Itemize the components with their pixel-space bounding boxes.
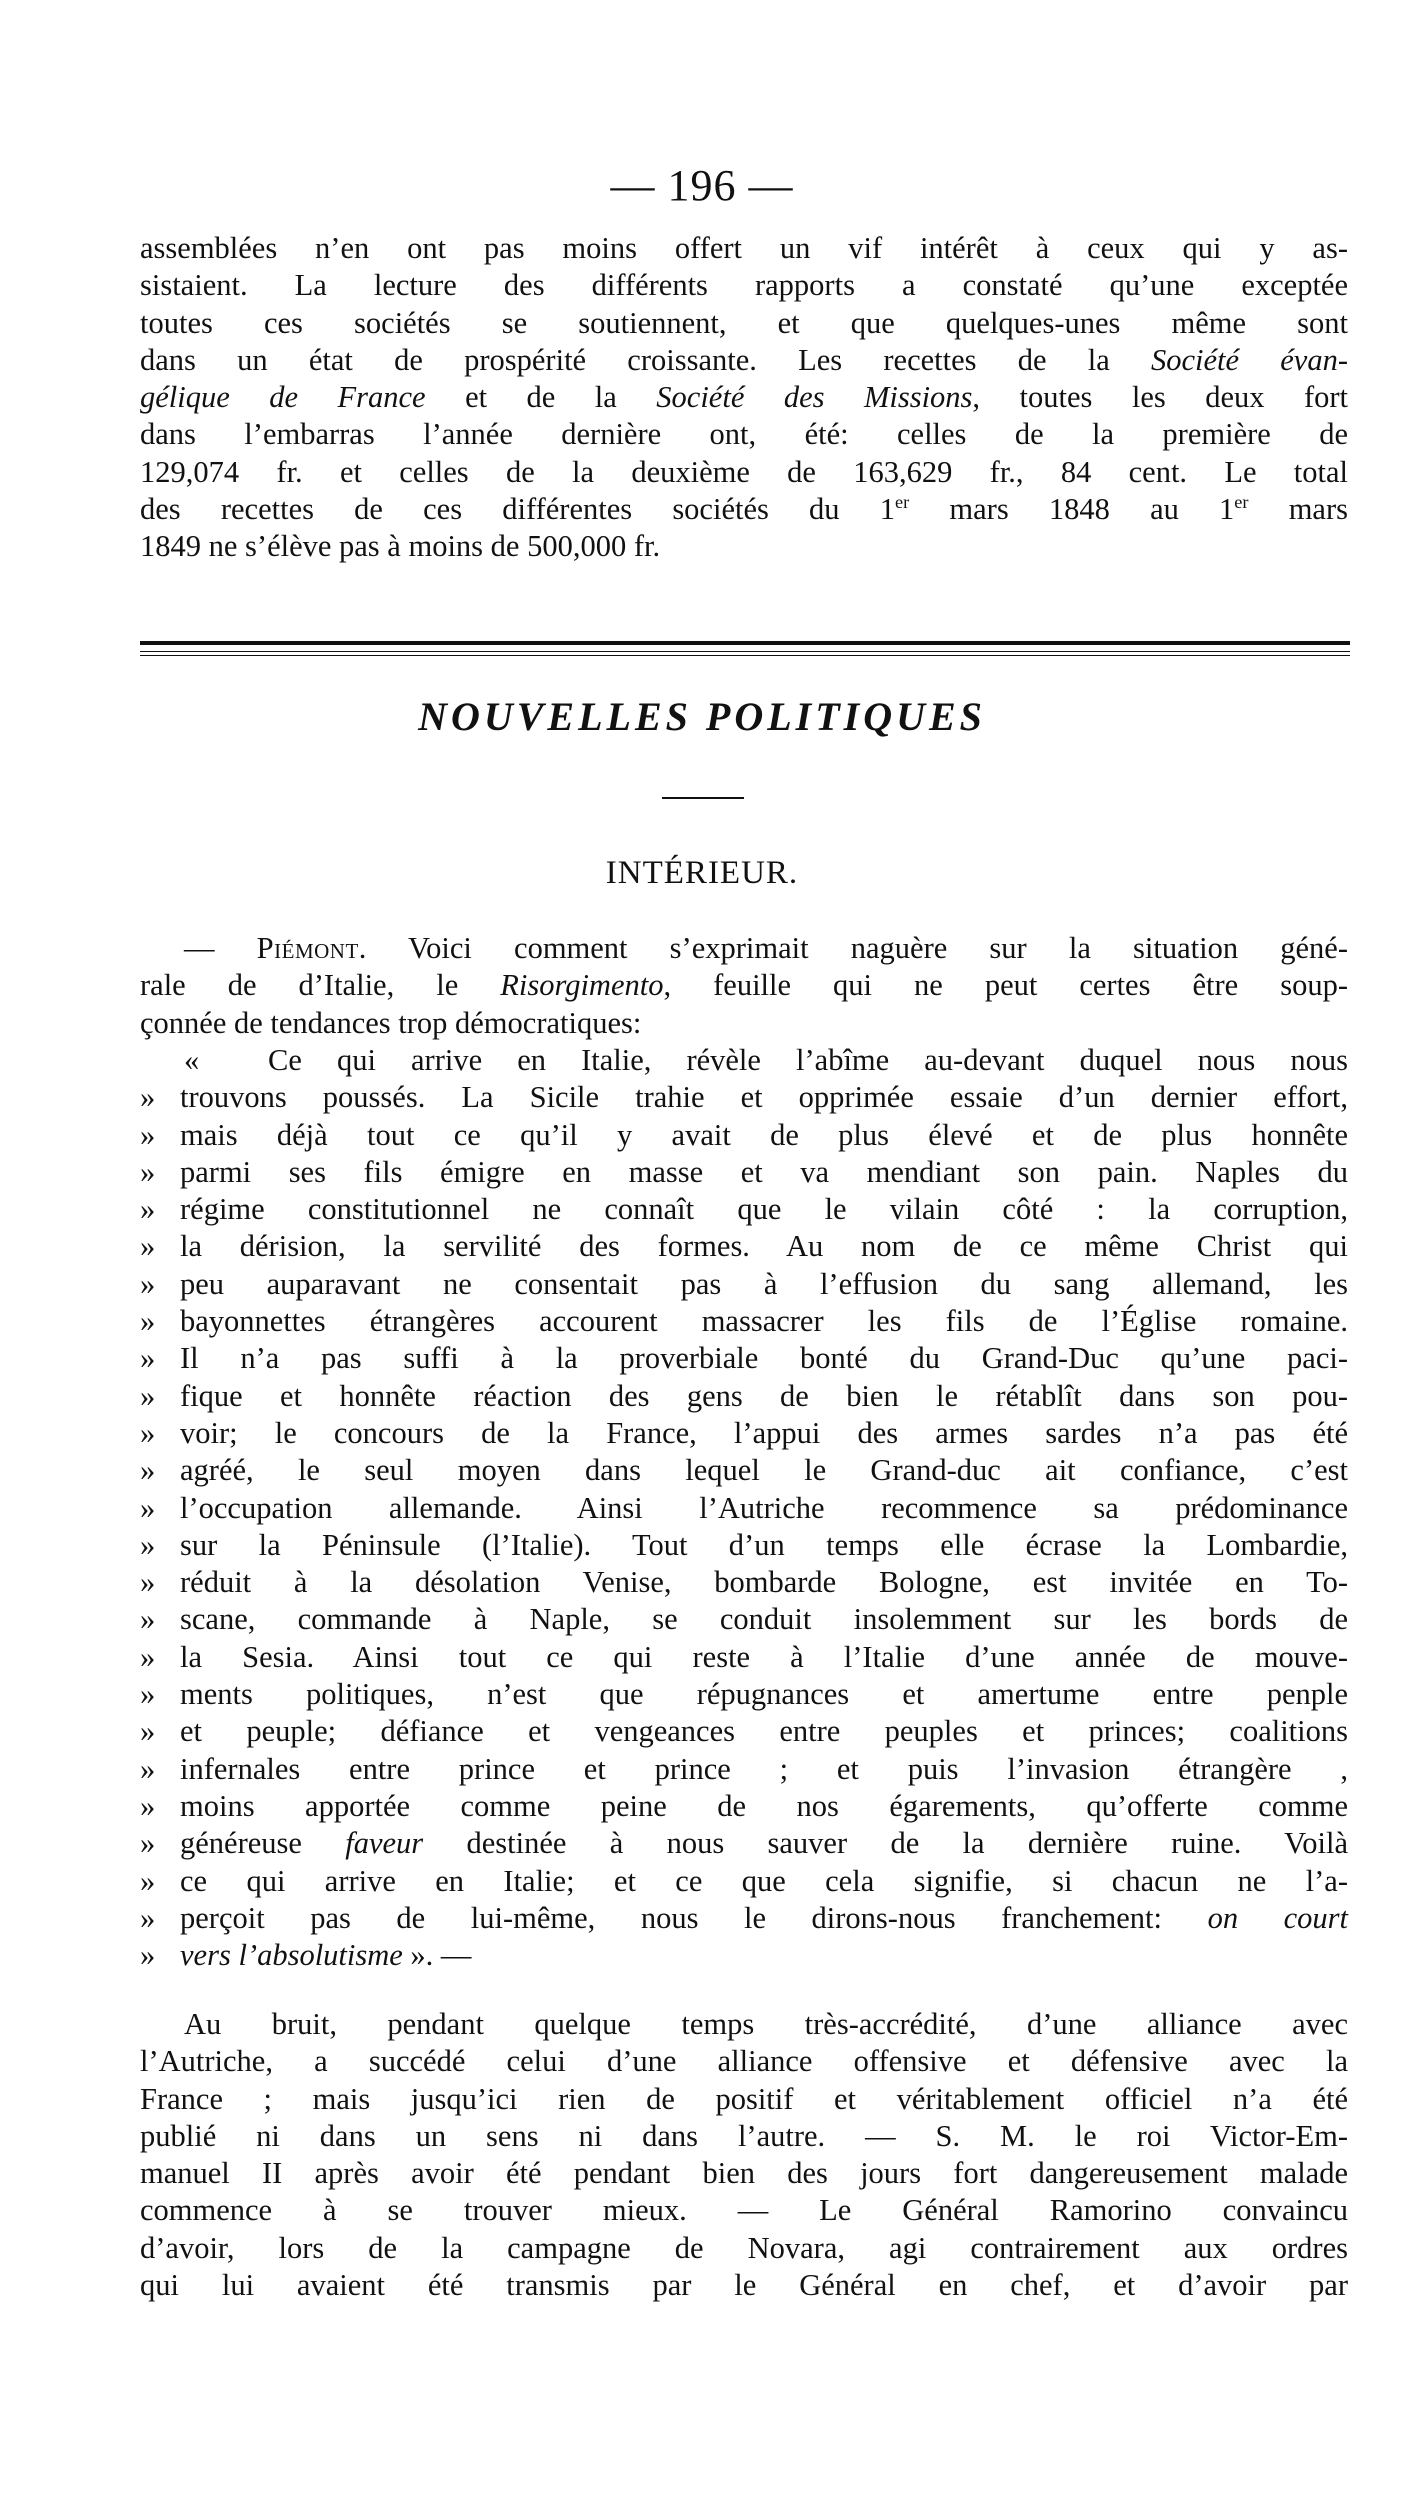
text-run: gélique de France bbox=[140, 380, 426, 415]
text-run: on court bbox=[1207, 1900, 1348, 1935]
text-line bbox=[140, 379, 1348, 416]
quote-text bbox=[180, 1900, 1348, 1937]
quote-line bbox=[140, 1079, 1348, 1116]
quote-text bbox=[180, 1751, 1348, 1788]
quote-mark: » bbox=[140, 1900, 156, 1935]
quote-line bbox=[140, 1303, 1348, 1340]
quote-text bbox=[180, 1191, 1348, 1228]
text-run: Ce qui arrive en Italie, révèle l’abîme au-devant duquel nous nous bbox=[268, 1043, 1348, 1077]
quote-mark: » bbox=[140, 1192, 156, 1227]
text-run: Piémont bbox=[256, 931, 359, 965]
text-run: Société des Missions bbox=[656, 380, 973, 415]
text-run: Société évan- bbox=[1150, 342, 1349, 377]
quote-text bbox=[180, 1452, 1348, 1489]
quote-mark: » bbox=[140, 1154, 156, 1189]
quote-line bbox=[140, 1937, 1348, 1974]
quote-mark: » bbox=[140, 1788, 156, 1823]
page-number: — 196 — bbox=[610, 161, 794, 210]
quote-line bbox=[140, 1415, 1348, 1452]
text-run: , toutes les deux fort bbox=[972, 380, 1348, 415]
quote-line bbox=[140, 1564, 1348, 1601]
quote-mark: » bbox=[140, 1677, 156, 1712]
text-run: la Sesia. Ainsi tout ce qui reste à l’Italie d’une année de mouve- bbox=[180, 1639, 1348, 1674]
quote-text bbox=[180, 1266, 1348, 1303]
text-run: ». — bbox=[402, 1938, 472, 1973]
section-divider-double bbox=[140, 651, 1350, 656]
text-line bbox=[140, 1005, 1348, 1042]
text-run: commence à se trouver mieux. — Le Général Ramorino convaincu bbox=[140, 2193, 1348, 2228]
quote-line bbox=[140, 1713, 1348, 1750]
text-line bbox=[140, 2192, 1348, 2229]
text-run: ce qui arrive en Italie; et ce que cela signifie, si chacun ne l’a- bbox=[180, 1863, 1348, 1898]
text-run: mais déjà tout ce qu’il y avait de plus élevé et de plus honnête bbox=[180, 1117, 1348, 1152]
text-line bbox=[140, 342, 1348, 379]
text-run: perçoit pas de lui-même, nous le dirons-nous franchement: bbox=[180, 1900, 1208, 1935]
text-run: Risorgimento bbox=[500, 968, 664, 1003]
quote-mark: « bbox=[184, 1043, 200, 1077]
text-run: la dérision, la servilité des formes. Au nom de ce même Christ qui bbox=[180, 1229, 1348, 1264]
quote-text bbox=[180, 1937, 1348, 1974]
text-line bbox=[140, 491, 1348, 528]
text-run: 1849 ne s’élève pas à moins de 500,000 fr. bbox=[140, 529, 661, 564]
text-line bbox=[140, 416, 1348, 453]
quote-line bbox=[140, 1490, 1348, 1527]
quote-line bbox=[140, 1825, 1348, 1862]
quote-mark: » bbox=[140, 1229, 156, 1264]
text-run: peu auparavant ne consentait pas à l’effusion du sang allemand, les bbox=[180, 1266, 1348, 1301]
quote-text bbox=[180, 1378, 1348, 1415]
quote-mark: » bbox=[140, 1527, 156, 1562]
text-run: moins apportée comme peine de nos égarements, qu’offerte comme bbox=[180, 1788, 1348, 1823]
quote-line bbox=[140, 1154, 1348, 1191]
text-run: voir; le concours de la France, l’appui des armes sardes n’a pas été bbox=[180, 1415, 1348, 1450]
text-run: l’Autriche, a succédé celui d’une alliance offensive et défensive avec la bbox=[140, 2044, 1348, 2079]
text-run: faveur bbox=[345, 1826, 424, 1861]
text-run: mars 1848 au 1 bbox=[909, 492, 1235, 527]
text-run: er bbox=[895, 491, 910, 512]
quote-mark: » bbox=[140, 1714, 156, 1749]
text-run: scane, commande à Naple, se conduit insolemment sur les bords de bbox=[180, 1602, 1348, 1637]
quote-mark: » bbox=[140, 1490, 156, 1525]
quote-text bbox=[180, 1825, 1348, 1862]
heading-dash bbox=[662, 797, 744, 799]
quote-mark: » bbox=[140, 1639, 156, 1674]
quote-line bbox=[140, 1527, 1348, 1564]
quote-mark: » bbox=[140, 1453, 156, 1488]
text-run: fique et honnête réaction des gens de bien le rétablît dans son pou- bbox=[180, 1378, 1348, 1413]
quote-mark: » bbox=[140, 1304, 156, 1339]
text-run: publié ni dans un sens ni dans l’autre. — S. M. le roi Victor-Em- bbox=[140, 2118, 1348, 2153]
quote-text bbox=[180, 1863, 1348, 1900]
text-run: Au bruit, pendant quelque temps très-accrédité, d’une alliance avec bbox=[184, 2007, 1348, 2041]
quote-line bbox=[140, 1601, 1348, 1638]
quote-line bbox=[140, 1228, 1348, 1265]
quote-text bbox=[180, 1079, 1348, 1116]
text-run: Il n’a pas suffi à la proverbiale bonté du Grand-Duc qu’une paci- bbox=[180, 1341, 1348, 1376]
text-run: France ; mais jusqu’ici rien de positif et véritablement officiel n’a été bbox=[140, 2081, 1348, 2116]
text-run: , feuille qui ne peut certes être soup- bbox=[663, 968, 1348, 1003]
text-run: d’avoir, lors de la campagne de Novara, agi contrairement aux ordres bbox=[140, 2230, 1348, 2265]
text-run: assemblées n’en ont pas moins offert un vif intérêt à ceux qui y as- bbox=[140, 231, 1348, 265]
text-line bbox=[140, 2118, 1348, 2155]
text-line bbox=[140, 967, 1348, 1004]
subsection-title: INTÉRIEUR. bbox=[605, 855, 799, 891]
text-run: rale de d’Italie, le bbox=[140, 968, 501, 1003]
text-run: bayonnettes étrangères accourent massacrer les fils de l’Église romaine. bbox=[180, 1304, 1348, 1339]
text-run: ments politiques, n’est que répugnances et amertume entre penple bbox=[180, 1677, 1348, 1712]
text-run: sur la Péninsule (l’Italie). Tout d’un temps elle écrase la Lombardie, bbox=[180, 1527, 1348, 1562]
quote-text bbox=[180, 1676, 1348, 1713]
text-run: trouvons poussés. La Sicile trahie et opprimée essaie d’un dernier effort, bbox=[180, 1080, 1348, 1115]
quote-line bbox=[140, 1639, 1348, 1676]
text-run: 129,074 fr. et celles de la deuxième de 163,629 fr., 84 cent. Le total bbox=[140, 454, 1348, 489]
text-run: dans l’embarras l’année dernière ont, été: celles de la première de bbox=[140, 417, 1348, 452]
text-run: vers l’absolutisme bbox=[180, 1938, 403, 1973]
quote-text bbox=[180, 1340, 1348, 1377]
quote-text bbox=[180, 1154, 1348, 1191]
quote-line bbox=[140, 1378, 1348, 1415]
text-line bbox=[140, 230, 1348, 267]
quote-mark: » bbox=[140, 1080, 156, 1115]
text-run: çonnée de tendances trop démocratiques: bbox=[140, 1005, 642, 1040]
text-run: dans un état de prospérité croissante. Les recettes de la bbox=[140, 342, 1151, 377]
text-line bbox=[140, 930, 1348, 967]
closing-paragraph bbox=[140, 2006, 1348, 2304]
text-line bbox=[140, 2043, 1348, 2080]
text-run: réduit à la désolation Venise, bombarde Bologne, est invitée en To- bbox=[180, 1565, 1348, 1600]
text-run: généreuse bbox=[180, 1826, 346, 1861]
quote-text bbox=[180, 1564, 1348, 1601]
text-run: des recettes de ces différentes sociétés du 1 bbox=[140, 492, 895, 527]
text-run: destinée à nous sauver de la dernière ruine. Voilà bbox=[423, 1826, 1348, 1861]
quote-text bbox=[180, 1527, 1348, 1564]
text-run: parmi ses fils émigre en masse et va mendiant son pain. Naples du bbox=[180, 1154, 1348, 1189]
section-divider-heavy bbox=[140, 641, 1350, 645]
text-run: et de la bbox=[425, 380, 657, 415]
text-run: infernales entre prince et prince ; et puis l’invasion étrangère , bbox=[180, 1751, 1348, 1786]
quote-mark: » bbox=[140, 1341, 156, 1376]
quote-text bbox=[180, 1415, 1348, 1452]
text-run: régime constitutionnel ne connaît que le vilain côté : la corruption, bbox=[180, 1192, 1348, 1227]
text-run: sistaient. La lecture des différents rapports a constaté qu’une exceptée bbox=[140, 268, 1348, 303]
text-run: l’occupation allemande. Ainsi l’Autriche recommence sa prédominance bbox=[180, 1490, 1348, 1525]
text-line bbox=[140, 2006, 1348, 2043]
text-run: manuel II après avoir été pendant bien des jours fort dangereusement malade bbox=[140, 2156, 1348, 2191]
quote-mark: » bbox=[140, 1938, 156, 1973]
text-line bbox=[140, 305, 1348, 342]
quote-mark: » bbox=[140, 1751, 156, 1786]
piemont-intro-paragraph bbox=[140, 930, 1348, 1042]
quote-text bbox=[180, 1788, 1348, 1825]
text-run: — bbox=[184, 931, 257, 965]
quote-text bbox=[180, 1117, 1348, 1154]
quote-line bbox=[140, 1863, 1348, 1900]
section-title: NOUVELLES POLITIQUES bbox=[418, 694, 986, 739]
quote-line bbox=[140, 1788, 1348, 1825]
text-line bbox=[140, 2155, 1348, 2192]
quote-text bbox=[180, 1639, 1348, 1676]
text-line bbox=[140, 2230, 1348, 2267]
quote-text bbox=[268, 1042, 1348, 1079]
quote-mark: » bbox=[140, 1378, 156, 1413]
quote-mark: » bbox=[140, 1117, 156, 1152]
quote-line bbox=[140, 1266, 1348, 1303]
text-run: . Voici comment s’exprimait naguère sur la situation géné- bbox=[358, 931, 1348, 965]
text-line bbox=[140, 267, 1348, 304]
quote-line bbox=[140, 1751, 1348, 1788]
text-line bbox=[140, 528, 1348, 565]
quote-mark: » bbox=[140, 1266, 156, 1301]
risorgimento-quote bbox=[140, 1042, 1348, 1974]
quote-text bbox=[180, 1228, 1348, 1265]
quote-line bbox=[140, 1340, 1348, 1377]
quote-line bbox=[140, 1900, 1348, 1937]
text-line bbox=[140, 454, 1348, 491]
quote-line bbox=[140, 1117, 1348, 1154]
quote-mark: » bbox=[140, 1826, 156, 1861]
text-run: er bbox=[1234, 491, 1249, 512]
quote-line bbox=[140, 1191, 1348, 1228]
quote-text bbox=[180, 1490, 1348, 1527]
quote-text bbox=[180, 1303, 1348, 1340]
text-line bbox=[140, 2267, 1348, 2304]
quote-line bbox=[140, 1452, 1348, 1489]
quote-line bbox=[140, 1676, 1348, 1713]
text-line bbox=[140, 2081, 1348, 2118]
quote-text bbox=[180, 1601, 1348, 1638]
text-run: qui lui avaient été transmis par le Général en chef, et d’avoir par bbox=[140, 2268, 1348, 2303]
text-run: et peuple; défiance et vengeances entre peuples et princes; coalitions bbox=[180, 1714, 1348, 1749]
quote-line bbox=[140, 1042, 1348, 1079]
quote-mark: » bbox=[140, 1602, 156, 1637]
quote-text bbox=[180, 1713, 1348, 1750]
quote-mark: » bbox=[140, 1565, 156, 1600]
text-run: mars bbox=[1248, 492, 1348, 527]
intro-paragraph bbox=[140, 230, 1348, 566]
text-run: toutes ces sociétés se soutiennent, et que quelques-unes même sont bbox=[140, 305, 1348, 340]
text-run: agréé, le seul moyen dans lequel le Grand-duc ait confiance, c’est bbox=[180, 1453, 1348, 1488]
quote-mark: » bbox=[140, 1863, 156, 1898]
quote-mark: » bbox=[140, 1415, 156, 1450]
